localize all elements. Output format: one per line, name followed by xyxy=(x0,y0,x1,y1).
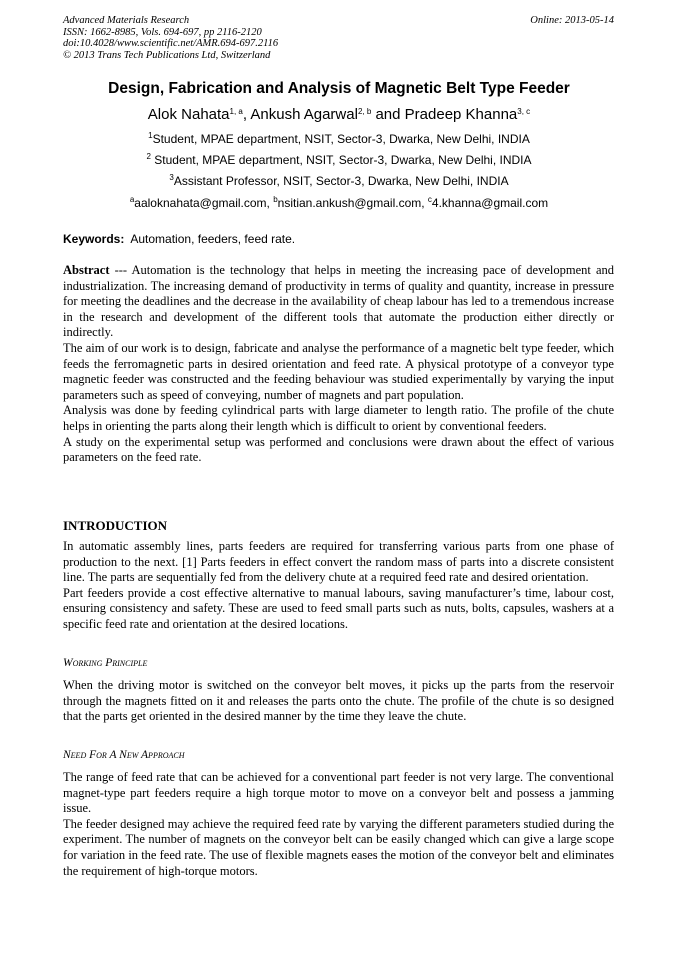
introduction-body xyxy=(63,539,614,633)
working-principle-body xyxy=(63,678,614,725)
subsection-heading: Need For A New Approach xyxy=(63,749,185,761)
affiliation-3 xyxy=(0,174,678,188)
email-text: 4.khanna@gmail.com xyxy=(431,196,549,210)
email-sup: b xyxy=(273,195,278,204)
abstract-paragraph: A study on the experimental setup was performed and conclusions were drawn about the effect of various parameters on the feed rate. xyxy=(63,434,614,465)
author-name: Ankush Agarwal xyxy=(250,106,358,123)
affiliation-text: Student, MPAE department, NSIT, Sector-3, Dwarka, New Delhi, INDIA xyxy=(150,153,532,167)
journal-name: Advanced Materials Research xyxy=(63,15,190,26)
email-line xyxy=(0,196,678,210)
author-name: Alok Nahata xyxy=(147,106,230,123)
abstract-paragraph: The aim of our work is to design, fabricate and analyse the performance of a magnetic belt type feeder, which feeds the ferromagnetic parts in desired orientation and feed rate. A physical prototype of a conveyor type magnetic feeder was constructed and the feeding behaviour was studied experimentally by varying the input parameters such as speed of conveying, number of magnets and part population. xyxy=(63,340,614,402)
paper-title: Design, Fabrication and Analysis of Magnetic Belt Type Feeder xyxy=(108,80,570,97)
abstract-paragraph xyxy=(63,263,614,341)
affiliation-sup: 2 xyxy=(146,152,151,161)
author-sep: , xyxy=(242,106,251,123)
doi-line: doi:10.4028/www.scientific.net/AMR.694-697.2116 xyxy=(63,38,279,49)
wp-paragraph: When the driving motor is switched on the conveyor belt moves, it picks up the parts from the reservoir through the magnets fitted on it and releases the parts onto the chute. The profile of the chute is so designed that the parts get oriented in the desired manner by the time they leave the chute. xyxy=(63,678,614,724)
nfa-paragraph: The feeder designed may achieve the required feed rate by varying the different parameters studied during the experiment. The number of magnets on the conveyor belt can be easily changed which can give a large scope for variation in the feed rate. The use of flexible magnets eases the motion of the conveyor belt and eliminates the requirement of high-torque motors. xyxy=(63,816,614,878)
affiliation-sup: 1 xyxy=(148,131,153,140)
new-approach-body xyxy=(63,770,614,879)
affiliation-sup: 3 xyxy=(169,173,174,182)
affiliation-text: Assistant Professor, NSIT, Sector-3, Dwarka, New Delhi, INDIA xyxy=(173,174,509,188)
online-date: Online: 2013-05-14 xyxy=(530,15,614,26)
author-name: Pradeep Khanna xyxy=(404,106,518,123)
affiliation-2 xyxy=(0,153,678,167)
abstract-paragraph: Analysis was done by feeding cylindrical parts with large diameter to length ratio. The profile of the chute helps in orienting the parts along their length which is difficult to orient by conventional feeders. xyxy=(63,403,614,433)
issn-line: ISSN: 1662-8985, Vols. 694-697, pp 2116-2120 xyxy=(63,26,262,38)
keywords-text: Automation, feeders, feed rate. xyxy=(124,232,296,246)
author-list xyxy=(0,106,678,123)
keywords-label: Keywords: xyxy=(63,232,125,246)
section-heading: INTRODUCTION xyxy=(63,518,168,533)
author-sup: 3, c xyxy=(517,107,531,116)
intro-paragraph: Part feeders provide a cost effective alternative to manual labours, saving manufacturer’s time, labour cost, ensuring consistency and safety. These are used to feed small parts such as nuts, bolts, capsules, washers at a specific feed rate and orientation at the desired locations. xyxy=(63,585,614,631)
author-sup: 1, a xyxy=(229,107,243,116)
intro-paragraph: In automatic assembly lines, parts feeders are required for transferring various parts from one phase of production to the next. [1] Parts feeders in effect convert the random mass of parts into a discrete consistent line. The parts are sequentially fed from the delivery chute at a required feed rate and desired orientation. xyxy=(63,539,614,585)
nfa-paragraph: The range of feed rate that can be achieved for a conventional part feeder is not very large. The conventional magnet-type part feeders require a high torque motor to move on a conveyor belt and possess a jamming issue. xyxy=(63,770,614,816)
affiliation-1 xyxy=(0,132,678,146)
email-sup: c xyxy=(427,195,432,204)
abstract-text: --- Automation is the technology that helps in meeting the increasing pace of development and industrialization. The increasing demand of productivity in terms of quality and quantity, increase in pressure for meeting the deadlines and the decrease in the availability of cheap labour has led to a tremendous increase in the research and development of the different tools that automate the production either directly or indirectly. xyxy=(63,263,614,340)
keywords xyxy=(63,232,295,246)
author-sup: 2, b xyxy=(357,107,372,116)
email-text: aaloknahata@gmail.com, xyxy=(134,196,274,210)
author-sep: and xyxy=(371,106,405,123)
email-text: nsitian.ankush@gmail.com, xyxy=(277,196,428,210)
abstract xyxy=(63,263,614,466)
affiliation-text: Student, MPAE department, NSIT, Sector-3, Dwarka, New Delhi, INDIA xyxy=(152,132,530,146)
abstract-label: Abstract xyxy=(63,263,110,277)
email-sup: a xyxy=(129,195,135,204)
subsection-heading: Working Principle xyxy=(63,657,148,669)
journal-header xyxy=(63,15,278,61)
copyright-line: © 2013 Trans Tech Publications Ltd, Switzerland xyxy=(63,49,271,61)
